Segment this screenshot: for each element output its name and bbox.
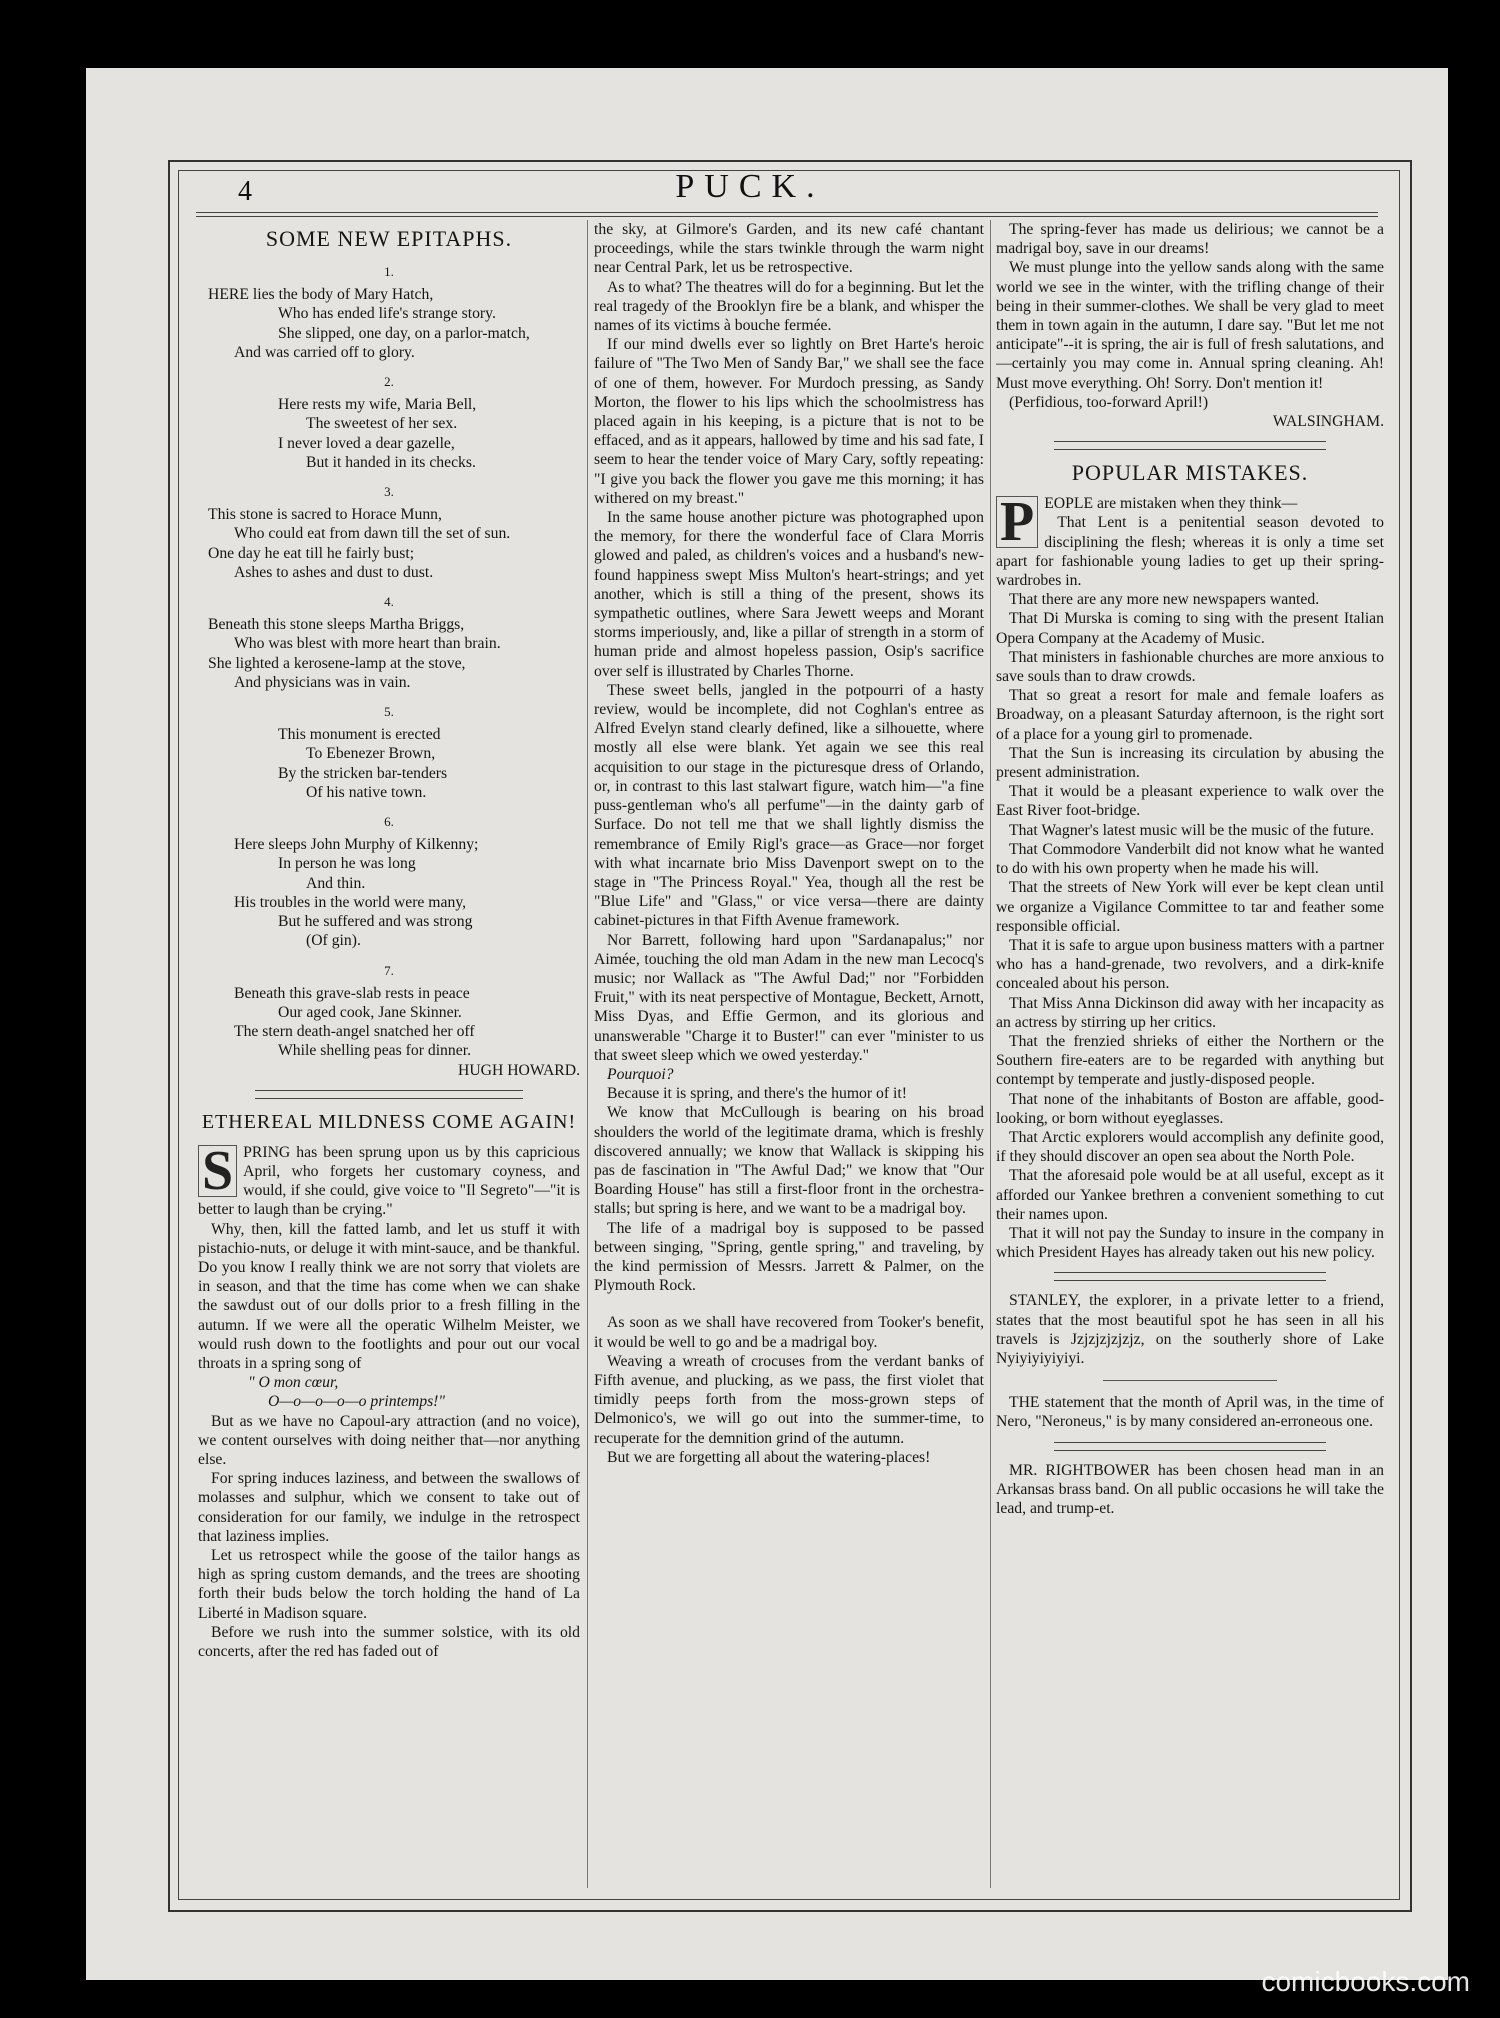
stanza-number: 6. [384, 814, 394, 830]
ethereal-paragraph: PRING has been sprung upon us by this capricious April, who forgets her customary coyness, and would, if she could, give voice to "Il Segreto"—"it is better to laugh than be crying." [198, 1143, 580, 1219]
stanza-number: 3. [384, 484, 394, 500]
epitaph-stanza [198, 835, 580, 950]
verse-line: His troubles in the world were many, [234, 893, 467, 911]
stanza-number: 4. [384, 594, 394, 610]
stanza-number: 7. [384, 962, 394, 978]
ethereal-title: ETHEREAL MILDNESS COME AGAIN! [201, 1110, 577, 1133]
mistake-item: That it is safe to argue upon business matters with a partner who has a hand-grenade, two revolvers, and a dirk-knife concealed about his person. [996, 936, 1384, 993]
verse-line: I never loved a dear gazelle, [278, 434, 455, 452]
mistake-item: That so great a resort for male and female loafers as Broadway, on a pleasant Saturday afternoon, is the right sort of a place for a young girl to promenade. [996, 687, 1384, 743]
verse-line: Beneath this stone sleeps Martha Briggs, [208, 616, 465, 634]
page-number: 4 [238, 176, 252, 207]
header-rule [196, 212, 1378, 217]
mistake-item: That the aforesaid pole would be at all useful, except as it afforded our Yankee brethren a convenient something to cut their names upon. [996, 1167, 1384, 1223]
stanley-paragraph: STANLEY, the explorer, in a private letter to a friend, states that the most beautiful spot he has seen in all his travels is Jzjzjzjzjzjz, on the southerly shore of Lake Nyiyiyiyiyiyi. [996, 1292, 1384, 1367]
epitaph-stanza [198, 725, 580, 802]
verse-line: Our aged cook, Jane Skinner. [278, 1003, 462, 1021]
mistake-item: That it would be a pleasant experience to walk over the East River foot-bridge. [996, 783, 1384, 820]
verse-line: She lighted a kerosene-lamp at the stove, [208, 654, 466, 672]
verse-line: To Ebenezer Brown, [306, 745, 436, 763]
ethereal-signature: WALSINGHAM. [1272, 413, 1384, 431]
mistake-item: That the frenzied shrieks of either the Northern or the Southern fire-eaters are to be regarded with anything but contempt by temperate and justly-disposed people. [996, 1032, 1384, 1089]
ethereal-paragraph: Why, then, kill the fatted lamb, and let us stuff it with pistachio-nuts, or deluge it with mint-sauce, and be thankful. Do you know I really think we are not sorry that violets are in season, and that the time has come when we can shake the sawdust out of our dolls prior to a fresh filling in the autumn. If we were all the operatic Wilhelm Meister, we would rush down to the footlights and pour out our vocal throats in a spring song of [198, 1220, 580, 1372]
epitaphs-signature: HUGH HOWARD. [457, 1061, 580, 1079]
verse-line: But it handed in its checks. [306, 453, 476, 471]
mistake-item: That there are any more new newspapers wanted. [1009, 591, 1320, 609]
verse-line: The sweetest of her sex. [306, 415, 458, 433]
section-divider [1054, 441, 1326, 450]
ethereal-paragraph: (Perfidious, too-forward April!) [1009, 393, 1209, 411]
ethereal-paragraph: Nor Barrett, following hard upon "Sardanapalus;" nor Aimée, touching the old man Adam in the new man Lecocq's music; nor Wallack as "The Awful Dad;" nor "Forbidden Fruit," with its neat perspective of Montague, Beckett, Arnott, Miss Dyas, and Effie Germon, and its glorious and unanswerable "Charge it to Buster!" can ever "minister to us that sweet sleep which we owed yesterday." [594, 931, 984, 1064]
ethereal-paragraph: Before we rush into the summer solstice, with its old concerts, after the red has faded out of [198, 1623, 580, 1660]
rightbower-paragraph: MR. RIGHTBOWER has been chosen head man in an Arkansas brass band. On all public occasions he will take the lead, and trump-et. [996, 1461, 1384, 1517]
epitaph-stanza [198, 984, 580, 1061]
epitaph-stanza [198, 615, 580, 692]
nero-paragraph: THE statement that the month of April was, in the time of Nero, "Neroneus," is by many considered an-erroneous one. [996, 1394, 1384, 1431]
column-rule-1 [587, 220, 588, 1888]
paragraph-gap [594, 1295, 984, 1313]
verse-line: And was carried off to glory. [234, 343, 415, 361]
stanza-number: 5. [384, 704, 394, 720]
ethereal-paragraph: As to what? The theatres will do for a beginning. But let the real tragedy of the Brooklyn fire be a blank, and whisper the names of its victims à bouche fermée. [594, 278, 984, 335]
section-divider [1103, 1380, 1278, 1381]
verse-line: Beneath this grave-slab rests in peace [234, 984, 470, 1002]
mistake-item: That the Sun is increasing its circulation by abusing the present administration. [996, 744, 1384, 782]
verse-line: This stone is sacred to Horace Munn, [208, 506, 442, 524]
masthead-title: PUCK. [675, 168, 825, 205]
verse-line: Here sleeps John Murphy of Kilkenny; [234, 836, 479, 854]
column-1 [198, 220, 580, 1888]
mistake-item: That it will not pay the Sunday to insure in the company in which President Hayes has already taken out his new policy. [996, 1224, 1384, 1262]
mistake-item: That none of the inhabitants of Boston are affable, good-looking, or born without eyeglasses. [996, 1090, 1384, 1127]
mistake-item: That Commodore Vanderbilt did not know what he wanted to do with his own property when he made his will. [996, 840, 1384, 878]
mistake-item: That Wagner's latest music will be the music of the future. [1009, 821, 1375, 839]
column-rule-2 [990, 220, 991, 1888]
ethereal-paragraph: the sky, at Gilmore's Garden, and its new café chantant proceedings, while the stars twinkle through the warm night near Central Park, let us be retrospective. [594, 221, 984, 277]
verse-line: Ashes to ashes and dust to dust. [234, 563, 434, 581]
verse-line: She slipped, one day, on a parlor-match, [278, 324, 530, 342]
verse-line: Who could eat from dawn till the set of sun. [234, 525, 511, 543]
section-divider [1054, 1442, 1326, 1451]
verse-line: And physicians was in vain. [234, 673, 411, 691]
ethereal-paragraph: Pourquoi? [607, 1065, 674, 1083]
ethereal-paragraph: For spring induces laziness, and between the swallows of molasses and sulphur, which we consent to take out of consideration for our family, we indulge in the retrospect that laziness implies. [198, 1470, 580, 1545]
verse-line: The stern death-angel snatched her off [234, 1023, 475, 1041]
verse-line: While shelling peas for dinner. [278, 1042, 471, 1060]
verse-line: By the stricken bar-tenders [278, 764, 448, 782]
stanza-number: 2. [384, 374, 394, 390]
epitaphs-title: SOME NEW EPITAPHS. [265, 226, 513, 251]
ethereal-paragraph: As soon as we shall have recovered from Tooker's benefit, it would be well to go and be a madrigal boy. [594, 1314, 984, 1351]
watermark: comicbooks.com [1261, 1966, 1470, 1997]
epitaph-stanza [198, 505, 580, 582]
ethereal-paragraph: Because it is spring, and there's the humor of it! [607, 1085, 907, 1103]
mistake-item: That ministers in fashionable churches are more anxious to save souls than to draw crowds. [996, 648, 1384, 686]
ethereal-paragraph: But as we have no Capoul-ary attraction (and no voice), we content ourselves with doing neither that—nor anything else. [198, 1412, 580, 1468]
verse-line: One day he eat till he fairly bust; [208, 544, 415, 562]
stanza-number: 1. [384, 264, 394, 279]
epitaph-stanza [198, 285, 580, 362]
quote-line: O—o—o—o—o printemps!" [268, 1393, 445, 1411]
verse-line: Who was blest with more heart than brain. [234, 635, 501, 653]
ethereal-paragraph: These sweet bells, jangled in the potpourri of a hasty review, would be incomplete, did not Coghlan's entree as Alfred Evelyn stand clearly defined, like a silhouette, where mostly all else were blank. Yet again we see this real acquisition to our stage in the picturesque dress of Orlando, or, in contrast to this last stalwart figure, watch him—"a fine puss-gentleman who's all perfume"—in the dainty garb of Surface. Do not tell me that we shall lightly dismiss the remembrance of Emily Rigl's grace—as Grace—nor forget with what incarnate brio Miss Davenport swept on to the stage in "The Princess Royal." Yea, though all the rest be "Blue Life" and "Glass," or vice versa—there are dainty cabinet-pictures in that Fifth Avenue framework. [594, 681, 984, 930]
mistake-item: That Arctic explorers would accomplish any definite good, if they should discover an open sea about the North Pole. [996, 1128, 1384, 1166]
verse-line: Of his native town. [306, 783, 427, 801]
verse-line: Who has ended life's strange story. [278, 305, 496, 323]
ethereal-paragraph: The life of a madrigal boy is supposed to be passed between singing, "Spring, gentle spring," and traveling, by the kind permission of Messrs. Jarrett & Palmer, on the Plymouth Rock. [594, 1219, 984, 1295]
ethereal-paragraph: But we are forgetting all about the watering-places! [607, 1448, 931, 1466]
ethereal-paragraph: If our mind dwells ever so lightly on Bret Harte's heroic failure of "The Two Men of Sandy Bar," we shall see the face of one of them, however. For Murdoch pressing, as Sandy Morton, the flower to his lips which the schoolmistress has placed again in his keeping, is a picture that is not to be effaced, and as it appears, hallowed by time and his sad fate, I seem to hear the tender voice of Mary Cary, softly repeating: "I give you back the flower you gave me this morning; it has withered on my breast." [594, 336, 984, 507]
mistake-item: That the streets of New York will ever be kept clean until we organize a Vigilance Committee to tar and feather some responsible official. [996, 879, 1384, 935]
quote-line: " O mon cœur, [248, 1374, 339, 1392]
mistake-item: That Lent is a penitential season devoted to disciplining the flesh; whereas it is only a time set apart for fashionable young ladies to get up their spring-wardrobes in. [996, 514, 1384, 590]
column-3 [996, 220, 1384, 1888]
mistake-item: That Di Murska is coming to sing with the present Italian Opera Company at the Academy of Music. [996, 610, 1384, 647]
ethereal-paragraph: In the same house another picture was photographed upon the memory, for there the wonderful face of Clara Morris glowed and paled, as children's voices and a husband's new-found happiness swept Miss Multon's heart-strings; and yet another, which is still a thing of the present, shows its sympathetic outlines, where Sara Jewett weeps and Morant storms imperiously, and, like a pillar of strength in a storm of human pride and almost hopeless passion, Osip's sacrifice over self is illustrated by Charles Thorne. [594, 509, 984, 680]
ethereal-paragraph: We must plunge into the yellow sands along with the same world we see in the winter, with the trifling change of their being in their summer-clothes. We shall be very glad to meet them in town again in the autumn, I dare say. "But let me not anticipate"--it is spring, the air is full of fresh salutations, and—certainly you may come in. Annual spring cleaning. Ah! Must move everything. Oh! Sorry. Don't mention it! [996, 259, 1384, 392]
verse-line: In person he was long [278, 855, 416, 873]
verse-line: HERE lies the body of Mary Hatch, [208, 286, 434, 304]
verse-line: Here rests my wife, Maria Bell, [278, 396, 477, 414]
ethereal-paragraph: Let us retrospect while the goose of the tailor hangs as high as spring custom demands, and the trees are shooting forth their buds below the torch holding the hand of La Liberté in Madison square. [198, 1546, 580, 1622]
ethereal-paragraph: The spring-fever has made us delirious; we cannot be a madrigal boy, save in our dreams! [996, 221, 1384, 258]
epitaph-stanza [198, 395, 580, 472]
verse-line: And thin. [306, 874, 366, 892]
dropcap-s: S [198, 1145, 237, 1197]
mistake-item: That Miss Anna Dickinson did away with her incapacity as an actress by stirring up her critics. [996, 994, 1384, 1031]
verse-line: This monument is erected [278, 726, 441, 744]
verse-line: But he suffered and was strong [278, 913, 473, 931]
verse-line: (Of gin). [306, 932, 361, 950]
mistakes-title: POPULAR MISTAKES. [1071, 460, 1309, 486]
ethereal-paragraph: We know that McCullough is bearing on his broad shoulders the world of the legitimate drama, which is freshly discovered annually; we know that Wallack is skipping his pas de fascination in "The Awful Dad;" we know that "Our Boarding House" has still a first-floor front in the orchestra-stalls; but spring is here, and we want to be a madrigal boy. [594, 1104, 984, 1218]
dropcap-p: P [996, 496, 1038, 548]
mistakes-intro: EOPLE are mistaken when they think— [1044, 495, 1298, 513]
column-2 [594, 220, 984, 1888]
ethereal-paragraph: Weaving a wreath of crocuses from the verdant banks of Fifth avenue, and plucking, as we pass, the first violet that timidly peeps forth from the moss-grown steps of Delmonico's, we will go out into the summer-time, to recuperate for the demnition grind of the autumn. [594, 1352, 984, 1447]
section-divider [255, 1090, 522, 1099]
section-divider [1054, 1272, 1326, 1281]
